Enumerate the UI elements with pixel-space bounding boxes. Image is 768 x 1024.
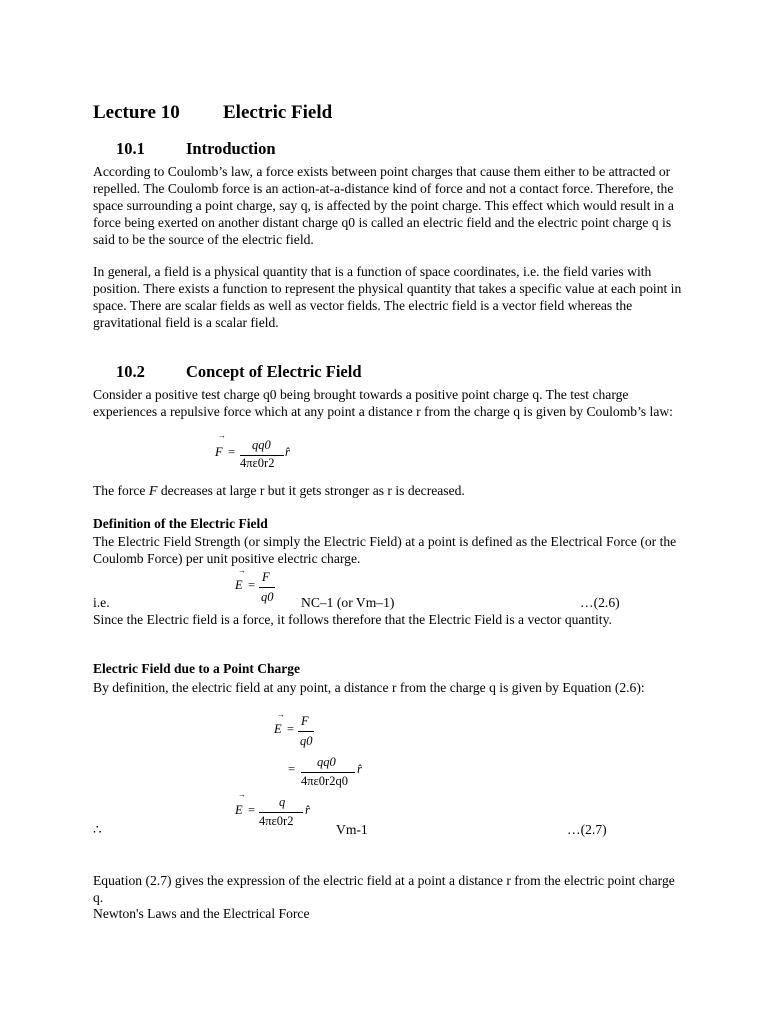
fraction-bar (301, 772, 355, 773)
eq-field-symbol: E (235, 803, 243, 817)
eq-numerator: F (262, 570, 270, 584)
eq-denominator: 4πε0r2 (259, 814, 294, 828)
eq-force-symbol: F (215, 445, 223, 459)
unit-vector-r-hat: r̂ (357, 762, 362, 776)
unit-vector-r-hat: r̂ (285, 445, 290, 459)
eq-denominator: 4πε0r2 (240, 456, 275, 470)
section-number-10-1: 10.1 (116, 139, 145, 158)
equation-ref-2-6: …(2.6) (580, 595, 620, 610)
fraction-bar (259, 587, 275, 588)
vector-arrow: → (277, 710, 285, 719)
eq-equals: = (288, 762, 296, 776)
intro-paragraph-2: In general, a field is a physical quantity that is a function of space coordinates, i.e. the field varies with position. There exists a function to represent the physical quantity that takes a specific value at each point in space. There are scalar fields as well as vector fields. The electric field is a vector field whereas the gravitational field is a scalar field. (93, 264, 682, 330)
units-vm: Vm-1 (336, 822, 368, 837)
eq-equals: = (287, 722, 295, 736)
force-symbol: F (148, 484, 158, 499)
lecture-number: Lecture 10 (93, 102, 180, 123)
unit-vector-r-hat: r̂ (305, 803, 310, 817)
eq-denominator: 4πε0r2q0 (301, 774, 348, 788)
eq-numerator: qq0 (317, 755, 336, 769)
vector-arrow: → (238, 566, 246, 575)
eq-denominator: q0 (261, 590, 274, 604)
eq-numerator: q (279, 795, 286, 809)
equation-ref-2-7: …(2.7) (567, 822, 607, 837)
section-title-introduction: Introduction (186, 139, 276, 158)
vector-arrow: → (218, 431, 226, 440)
fraction-bar (259, 812, 303, 813)
ie-label: i.e. (93, 595, 110, 610)
therefore-symbol: ∴ (93, 822, 102, 837)
conclusion-paragraph: Equation (2.7) gives the expression of the electric field at a point a distance r from the electric point charge q. (93, 873, 675, 905)
units-label: NC–1 (or Vm–1) (301, 595, 395, 610)
eq-equals: = (248, 578, 256, 592)
point-charge-heading: Electric Field due to a Point Charge (93, 661, 300, 676)
vector-quantity-paragraph: Since the Electric field is a force, it follows therefore that the Electric Field is a vector quantity. (93, 612, 612, 627)
intro-paragraph-1: According to Coulomb’s law, a force exists between point charges that cause them either to be attracted or repelled. The Coulomb force is an action-at-a-distance kind of force and not a contact force. Therefore, the space surrounding a point charge, say q, is affected by the point charge. This effect which would result in a force being exerted on another distant charge q0 is called an electric field and the electric point charge q is said to be the source of the electric field. (93, 164, 674, 247)
section-number-10-2: 10.2 (116, 362, 145, 381)
section-title-concept: Concept of Electric Field (186, 362, 362, 381)
point-charge-paragraph: By definition, the electric field at any point, a distance r from the charge q is given by Equation (2.6): (93, 680, 645, 695)
force-line-pre: The force (93, 483, 146, 498)
page-title: Electric Field (223, 102, 333, 123)
fraction-bar (298, 731, 314, 732)
force-line (93, 483, 465, 500)
eq-equals: = (248, 803, 256, 817)
eq-equals: = (228, 445, 236, 459)
eq-numerator: qq0 (252, 438, 271, 452)
newtons-laws-line: Newton's Laws and the Electrical Force (93, 906, 310, 921)
concept-paragraph: Consider a positive test charge q0 being brought towards a positive point charge q. The test charge experiences a repulsive force which at any point a distance r from the charge q is given by Coulomb’s law: (93, 387, 673, 419)
force-line-post: decreases at large r but it gets stronger as r is decreased. (160, 483, 465, 498)
definition-heading: Definition of the Electric Field (93, 516, 268, 531)
eq-denominator: q0 (300, 734, 313, 748)
definition-paragraph: The Electric Field Strength (or simply the Electric Field) at a point is defined as the Electrical Force (or the Coulomb Force) per unit positive electric charge. (93, 534, 677, 566)
eq-numerator: F (301, 714, 309, 728)
eq-field-symbol: E (235, 578, 243, 592)
eq-field-symbol: E (274, 722, 282, 736)
vector-arrow: → (238, 790, 246, 799)
